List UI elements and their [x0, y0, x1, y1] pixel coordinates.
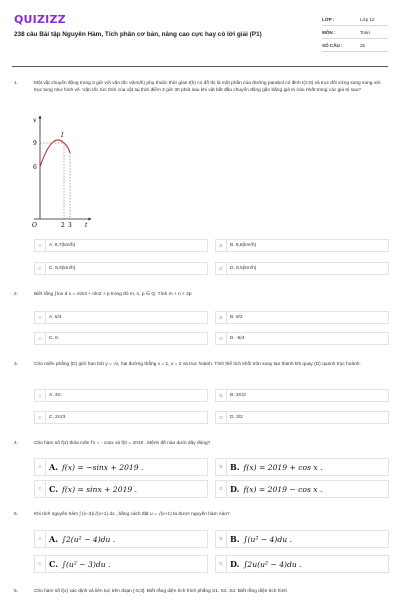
option-letter: C [35, 263, 46, 274]
answer-option-3d[interactable] [215, 411, 389, 424]
option-letter: A [35, 459, 46, 475]
meta-key: SỐ CÂU : [322, 39, 350, 52]
option-letter: D [216, 263, 227, 274]
option-letter: A [35, 312, 46, 323]
answer-option-2b[interactable] [215, 311, 389, 324]
option-text: D. 8,5(km/h) [230, 266, 257, 271]
option-letter: B [216, 312, 227, 323]
option-text: A. ∫2(u² − 4)du . [49, 534, 116, 544]
question-number: 2. [14, 292, 19, 297]
question-number: 4. [14, 441, 19, 446]
meta-value: 25 [350, 39, 388, 52]
question-text: Cho miền phẳng (D) giới hạn bởi y = √x, hai đường thẳng x = 1, x = 2 và trục hoành. Tính thể tích khối tròn xoay tạo thành khi quay (D) quanh trục hoành. [34, 362, 361, 367]
quizizz-logo: QUIZIZZ [14, 13, 66, 26]
option-text: A. f(x) = −sinx + 2019 . [49, 462, 144, 472]
option-letter: D [216, 412, 227, 423]
answer-option-1a[interactable] [34, 239, 208, 252]
option-letter: A [35, 531, 46, 547]
option-text: A. 5/4 [49, 315, 62, 320]
option-letter: A [35, 240, 46, 251]
option-text: A. 3π. [49, 393, 63, 398]
header [0, 0, 400, 62]
option-text: C. 0. [49, 336, 60, 341]
option-text: B. 8,8(km/h) [230, 243, 257, 248]
option-letter: C [35, 556, 46, 572]
answer-option-5a[interactable] [34, 530, 208, 548]
answer-option-2a[interactable] [34, 311, 208, 324]
option-letter: B [216, 390, 227, 401]
answer-option-1c[interactable] [34, 262, 208, 275]
option-letter: B [216, 531, 227, 547]
meta-row-count [322, 39, 388, 52]
label-9: 9 [33, 140, 37, 147]
meta-value: Toán [350, 26, 388, 39]
question-number: 6. [14, 589, 19, 594]
parabola-curve [40, 140, 70, 167]
option-text: D. f(x) = 2019 − cos x . [230, 484, 323, 494]
option-text: B. 9/2 [230, 315, 243, 320]
question-number: 3. [14, 362, 19, 367]
velocity-parabola-graph [30, 113, 94, 233]
meta-value: Lớp 12 [350, 13, 388, 26]
option-text: B. 3π/2 [230, 393, 246, 398]
option-text: D. ∫2u(u² − 4)du . [230, 559, 302, 569]
option-letter: A [35, 390, 46, 401]
question-text: Cho hàm số f(x) thỏa mãn f'x = - cosx và f(0 = 2019 . Mệnh đề nào dưới đây đúng? [34, 441, 211, 446]
question-text: Cho hàm số f(x) xác định và liên tục trên đoạn [-5;3]. Biết rằng diện tích hình phẳng S1, S2, S3. Biết rằng diện tích hình [34, 589, 288, 594]
answer-option-3b[interactable] [215, 389, 389, 402]
label-2: 2 [61, 222, 65, 229]
answer-option-5c[interactable] [34, 555, 208, 573]
meta-row-subject [322, 26, 388, 39]
answer-option-5b[interactable] [215, 530, 389, 548]
option-text: D. -5/4 [230, 336, 245, 341]
answer-option-5d[interactable] [215, 555, 389, 573]
meta-key: MÔN : [322, 26, 350, 39]
meta-row-grade [322, 13, 388, 26]
answer-option-2d[interactable] [215, 332, 389, 345]
question-6 [14, 588, 386, 600]
question-number: 1. [14, 81, 19, 86]
answer-option-4d[interactable] [215, 480, 389, 498]
question-text: Khi tính nguyên hàm ∫ (x−3)/√(x+1) dx , bằng cách đặt u = √(x+1) ta được nguyên hàm nào? [34, 512, 230, 517]
answer-option-4c[interactable] [34, 480, 208, 498]
answer-option-4b[interactable] [215, 458, 389, 476]
option-text: C. 8,6(km/h) [49, 266, 76, 271]
label-t: t [85, 222, 88, 229]
option-text: B. ∫(u² − 4)du . [230, 534, 292, 544]
answer-option-3a[interactable] [34, 389, 208, 402]
meta-table [322, 13, 388, 52]
option-letter: B [216, 459, 227, 475]
option-text: A. 8,7(km/h) [49, 243, 76, 248]
document-title: 238 câu Bài tập Nguyên Hàm, Tích phân cơ bản, nâng cao cực hay có lời giải (P1) [14, 31, 262, 38]
label-i: I [61, 132, 64, 139]
option-letter: C [35, 481, 46, 497]
label-3: 3 [68, 222, 72, 229]
option-letter: D [216, 333, 227, 344]
answer-option-2c[interactable] [34, 332, 208, 345]
question-text: Một vật chuyển động trong 3 giờ với vận tốc v(km/h) phụ thuộc thời gian t(h) có đồ thị là một phần của đường parabol có đỉnh I(2;9) và trục đối xứng song song với trục tung như hình vẽ. Vận tốc tức thời của vật tại thời điểm 2 giờ 30 phút sau khi vật bắt đầu chuyển động gần bằng giá trị nào nhất trong các giá trị sau? [34, 81, 381, 94]
option-text: C. ∫(u² − 3)du . [49, 559, 111, 569]
answer-option-4a[interactable] [34, 458, 208, 476]
option-letter: C [35, 412, 46, 423]
option-text: C. f(x) = sinx + 2019 . [49, 484, 138, 494]
option-text: B. f(x) = 2019 + cos x . [230, 462, 323, 472]
option-letter: B [216, 240, 227, 251]
option-text: D. 3/2 [230, 415, 243, 420]
answer-option-3c[interactable] [34, 411, 208, 424]
question-text: Biết rằng ∫ lnx d x = mln3 + nln2 + p trong đó m, n, p ∈ Q. Tính m + n + 2p [34, 292, 192, 297]
label-6: 6 [33, 164, 37, 171]
meta-key: LỚP : [322, 13, 350, 26]
option-letter: C [35, 333, 46, 344]
label-v: v [33, 117, 37, 124]
option-letter: D [216, 481, 227, 497]
option-text: C. 2π/3 [49, 415, 66, 420]
answer-option-1d[interactable] [215, 262, 389, 275]
header-divider [12, 66, 388, 67]
question-number: 5. [14, 512, 19, 517]
label-origin: O [32, 222, 37, 229]
option-letter: D [216, 556, 227, 572]
answer-option-1b[interactable] [215, 239, 389, 252]
